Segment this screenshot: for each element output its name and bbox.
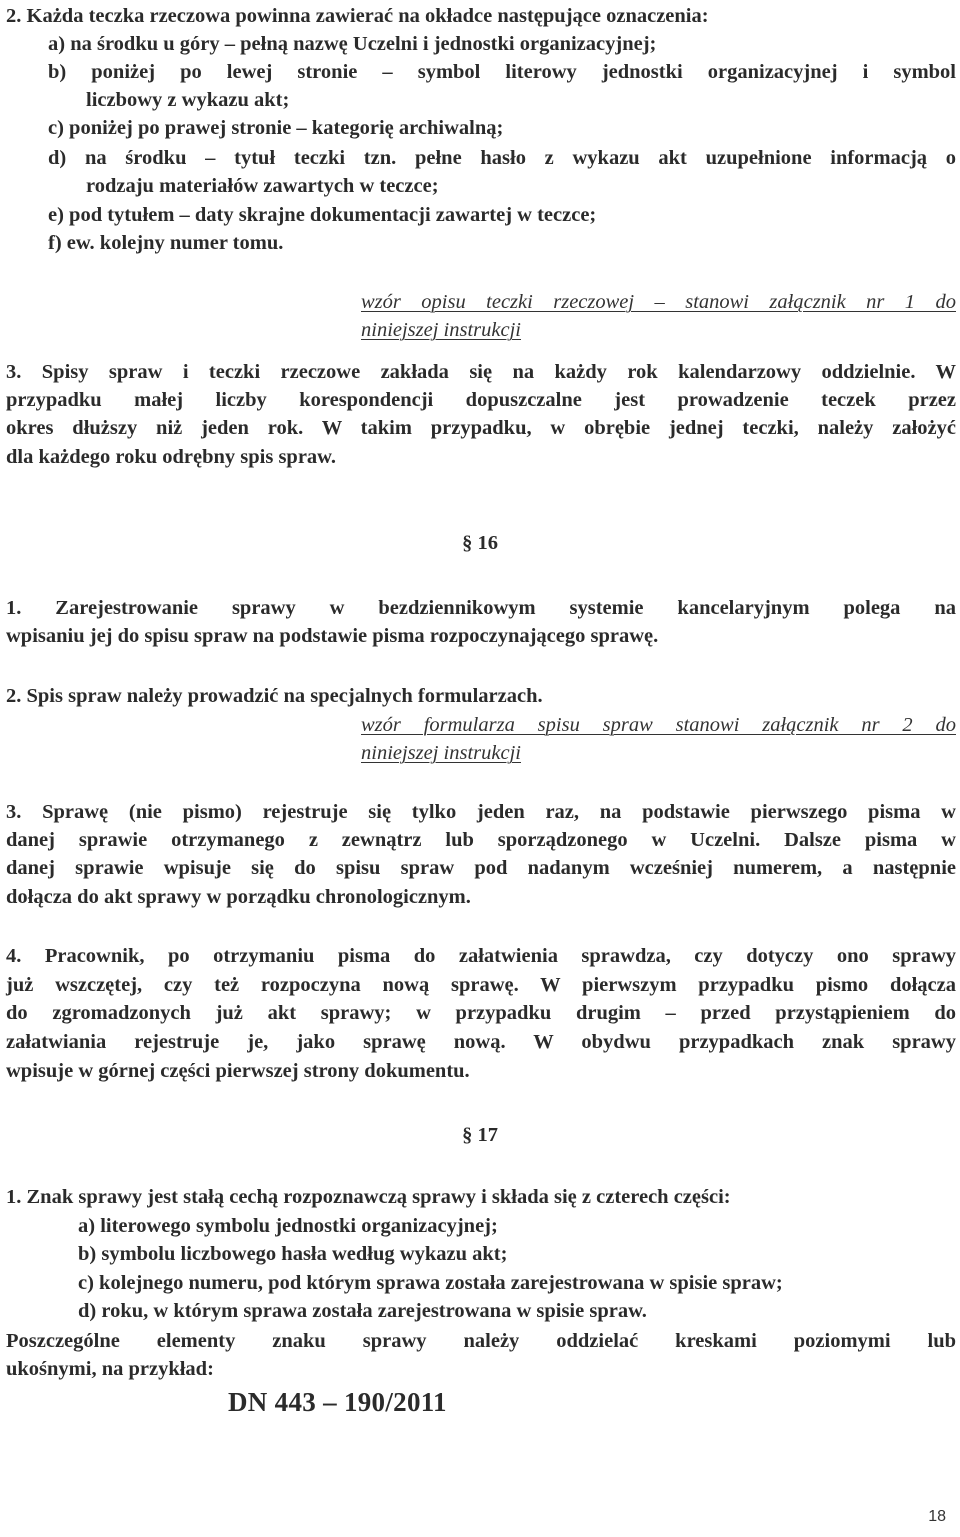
p17-item-b: b) symbolu liczbowego hasła według wykazu akt; [78,1243,508,1265]
p17-paragraph-line: Poszczególne elementy znaku sprawy należy oddzielać kreskami poziomymi lub [6,1330,956,1352]
p16-point-4-line: 4. Pracownik, po otrzymaniu pisma do załatwienia sprawdza, czy dotyczy ono sprawy [6,945,956,967]
p17-item-a: a) literowego symbolu jednostki organizacyjnej; [78,1215,498,1237]
section-3-line: okres dłuższy niż jeden rok. W takim przypadku, w obrębie jednej teczki, należy założyć [6,417,956,439]
p16-point-4-line: do zgromadzonych już akt sprawy; w przypadku drugim – przed przystąpieniem do [6,1002,956,1024]
attachment-2-reference [361,711,956,767]
p16-point-1-line: wpisaniu jej do spisu spraw na podstawie pisma rozpoczynającego sprawę. [6,625,659,647]
list-item-c: c) poniżej po prawej stronie – kategorię archiwalną; [48,117,504,139]
list-item-a: a) na środku u góry – pełną nazwę Uczelni i jednostki organizacyjnej; [48,33,657,55]
p17-point-1: 1. Znak sprawy jest stałą cechą rozpoznawczą sprawy i składa się z czterech części: [6,1186,731,1208]
attachment-1-reference [361,288,956,344]
paragraph-17-heading: § 17 [462,1124,498,1146]
reference-line: wzór opisu teczki rzeczowej – stanowi załącznik nr 1 do [361,291,956,313]
list-item-d-cont: rodzaju materiałów zawartych w teczce; [86,175,439,197]
section-3-line: 3. Spisy spraw i teczki rzeczowe zakłada się na każdy rok kalendarzowy oddzielnie. W [6,361,956,383]
reference-line: niniejszej instrukcji [361,742,521,764]
p16-point-4-line: już wszczętej, czy też rozpoczyna nową sprawę. W pierwszym przypadku pismo dołącza [6,974,956,996]
page-number: 18 [928,1508,946,1525]
p17-item-c: c) kolejnego numeru, pod którym sprawa została zarejestrowana w spisie spraw; [78,1272,783,1294]
p16-point-4-line: załatwiania rejestruje je, jako sprawę nową. W obydwu przypadkach znak sprawy [6,1031,956,1053]
p17-paragraph-line: ukośnymi, na przykład: [6,1358,214,1380]
list-item-e: e) pod tytułem – daty skrajne dokumentacji zawartej w teczce; [48,204,597,226]
p16-point-1-line: 1. Zarejestrowanie sprawy w bezdziennikowym systemie kancelaryjnym polega na [6,597,956,619]
p17-item-d: d) roku, w którym sprawa została zarejestrowana w spisie spraw. [78,1300,647,1322]
p16-point-2: 2. Spis spraw należy prowadzić na specjalnych formularzach. [6,685,543,707]
reference-line: wzór formularza spisu spraw stanowi załącznik nr 2 do [361,714,956,736]
p16-point-3-line: danej sprawie otrzymanego z zewnątrz lub sporządzonego w Uczelni. Dalsze pisma w [6,829,956,851]
case-number-example: DN 443 – 190/2011 [228,1387,447,1417]
section-3-line: dla każdego roku odrębny spis spraw. [6,446,336,468]
list-item-b: b) poniżej po lewej stronie – symbol literowy jednostki organizacyjnej i symbol [48,61,956,83]
p16-point-4-line: wpisuje w górnej części pierwszej strony dokumentu. [6,1060,470,1082]
list-item-d: d) na środku – tytuł teczki tzn. pełne hasło z wykazu akt uzupełnione informacją o [48,147,956,169]
reference-line: niniejszej instrukcji [361,319,521,341]
list-item-b-cont: liczbowy z wykazu akt; [86,89,290,111]
p16-point-3-line: danej sprawie wpisuje się do spisu spraw pod nadanym wcześniej numerem, a następnie [6,857,956,879]
section-3-line: przypadku małej liczby korespondencji dopuszczalne jest prowadzenie teczek przez [6,389,956,411]
p16-point-3-line: 3. Sprawę (nie pismo) rejestruje się tylko jeden raz, na podstawie pierwszego pisma w [6,801,956,823]
list-item-f: f) ew. kolejny numer tomu. [48,232,284,254]
paragraph-16-heading: § 16 [462,532,498,554]
p16-point-3-line: dołącza do akt sprawy w porządku chronologicznym. [6,886,471,908]
section-2-heading: 2. Każda teczka rzeczowa powinna zawierać na okładce następujące oznaczenia: [6,5,709,27]
